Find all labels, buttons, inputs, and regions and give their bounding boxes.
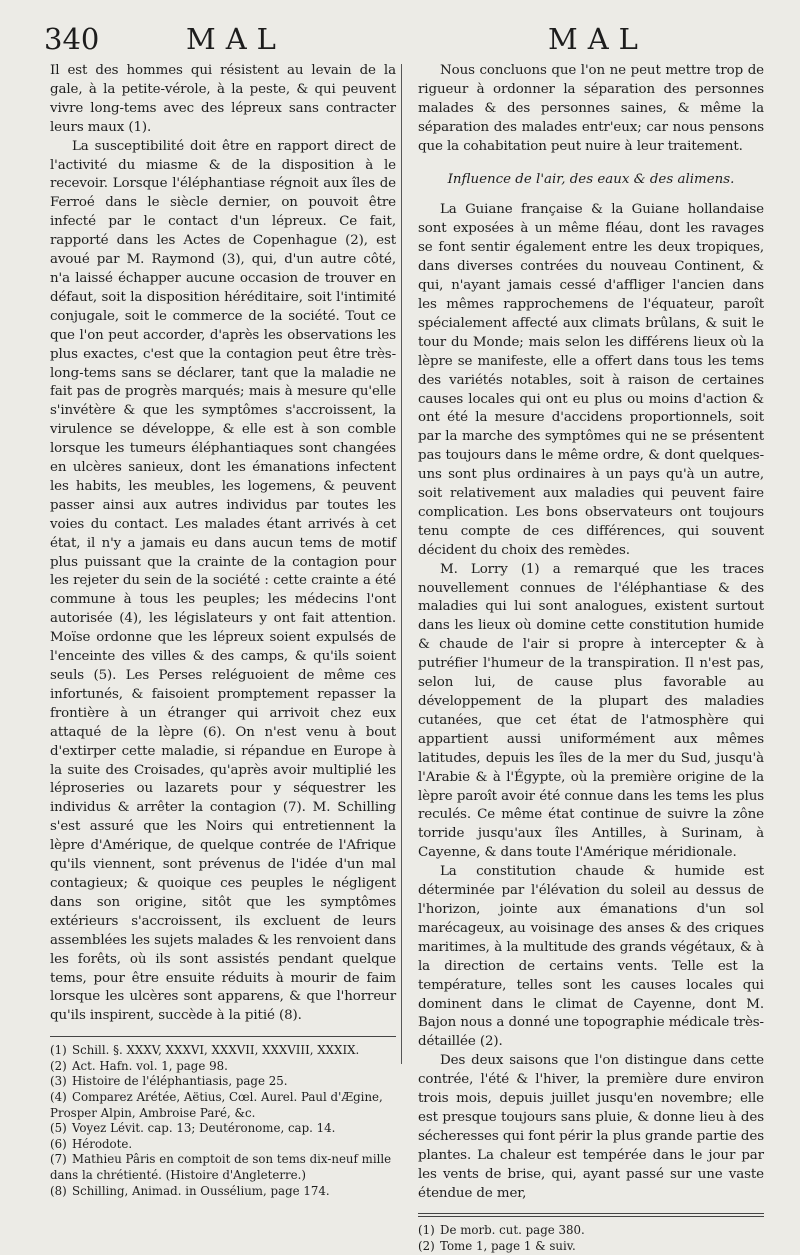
footnote: [50, 1137, 396, 1153]
footnote: [50, 1043, 396, 1059]
footnote: [50, 1152, 396, 1183]
footnote-mark: (1): [418, 1223, 435, 1238]
body-paragraph: Il est des hommes qui résistent au levain de la gale, à la petite-vérole, à la peste, & qui peuvent vivre long-tems avec des lépreux sans contracter leurs maux (1).: [50, 63, 396, 135]
footnote-text: Voyez Lévit. cap. 13; Deutéronome, cap. 14.: [72, 1121, 336, 1136]
footnote-mark: (8): [50, 1183, 67, 1198]
footnote-text: Comparez Arétée, Aëtius, Cœl. Aurel. Paul d'Ægine, Prosper Alpin, Ambroise Paré, &c.: [50, 1090, 383, 1120]
body-paragraph: M. Lorry (1) a remarqué que les traces nouvellement connues de l'éléphantiase & des maladies qui lui sont analogues, existent surtout dans les lieux où domine cette constitution humide & chaude de l'air si propre à intercepter & à putréfier l'humeur de la transpiration. Il n'est pas, selon lui, de cause plus favorable au développement de la plupart des maladies cutanées, que cet état de l'atmosphère qui appartient aussi uniformément aux mêmes latitudes, depuis les îles de la mer du Sud, jusqu'à l'Arabie & à l'Égypte, où la première origine de la lèpre paroît avoir été connue dans les tems les plus reculés. Ce même état continue de suivre la zône torride jusqu'aux îles Antilles, à Surinam, à Cayenne, & dans toute l'Amérique méridionale.: [418, 561, 764, 861]
footnote-mark: (2): [418, 1239, 435, 1254]
body-paragraph: La Guiane française & la Guiane hollandaise sont exposées à un même fléau, dont les ravages se font sentir également entre les deux tropiques, dans diverses contrées du nouveau Continent, & qui, n'ayant jamais cessé d'affliger l'ancien dans les mêmes rapprochemens de l'équateur, paroît spécialement affecté aux climats brûlans, & suit le tour du Monde; mais selon les différens lieux où la lèpre se manifeste, elle a offert dans tous les tems des variétés notables, soit à raison de certaines causes locales qui ont eu plus ou moins d'action & ont été la mesure d'accidens proportionnels, soit par la marche des symptômes qui ne se présentent pas toujours dans le même ordre, & dont quelques-uns sont plus ordinaires à un pays qu'à un autre, soit relativement aux maladies qui peuvent faire complication. Les bons observateurs ont toujours tenu compte de ces différences, qui souvent décident du choix des remèdes.: [418, 202, 764, 558]
footnote-mark: (5): [50, 1121, 67, 1136]
footnote-text: De morb. cut. page 380.: [440, 1223, 585, 1238]
footnote-mark: (3): [50, 1074, 67, 1089]
footnote-text: Act. Hafn. vol. 1, page 98.: [72, 1058, 228, 1073]
footnote-mark: (1): [50, 1043, 67, 1058]
footnote: [418, 1223, 764, 1239]
footnote-mark: (7): [50, 1152, 67, 1167]
body-paragraph: La constitution chaude & humide est déterminée par l'élévation du soleil au dessus de l'horizon, jointe aux émanations d'un sol marécageux, au voisinage des anses & des criques maritimes, à la multitude des grands végétaux, & à la direction de certains vents. Telle est la température, telles sont les causes locales qui dominent dans le climat de Cayenne, dont M. Bajon nous a donné une topographie médicale très-détaillée (2).: [418, 864, 764, 1050]
column-divider: [401, 64, 402, 1064]
footnote-mark: (6): [50, 1136, 67, 1151]
section-title: Influence de l'air, des eaux & des alimens.: [447, 171, 735, 187]
page-number: 340: [44, 22, 100, 56]
running-head-left: MAL: [186, 22, 286, 56]
body-paragraph: La susceptibilité doit être en rapport direct de l'activité du miasme & de la disposition à le recevoir. Lorsque l'éléphantiase régnoit aux îles de Ferroé dans le siècle dernier, on pouvoit être infecté par le contact d'un lépreux. Ce fait, rapporté dans les Actes de Copenhague (2), est avoué par M. Raymond (3), qui, d'un autre côté, n'a laissé échapper aucune occasion de trouver en défaut, soit la disposition héréditaire, soit l'intimité conjugale, soit le commerce de la société. Tout ce que l'on peut accorder, d'après les observations les plus exactes, c'est que la contagion peut être très-long-tems sans se déclarer, tant que la maladie ne fait pas de progrès marqués; mais à mesure qu'elle s'invétère & que les symptômes s'accroissent, la virulence se développe, & elle est à son comble lorsque les tumeurs éléphantiaques sont changées en ulcères sanieux, dont les émanations infectent les habits, les meubles, les logemens, & peuvent passer ainsi aux autres individus par toutes les voies du contact. Les malades étant arrivés à cet état, il n'y a jamais eu dans aucun tems de motif plus puissant que la crainte de la contagion pour les rejeter du sein de la société : cette crainte a été commune à tous les peuples; les médecins l'ont autorisée (4), les législateurs y ont fait attention. Moïse ordonne que les lépreux soient expulsés de l'enceinte des villes & des camps, & qu'ils soient seuls (5). Les Perses reléguoient de même ces infortunés, & faisoient promptement repasser la frontière à un étranger qui arrivoit chez eux attaqué de la lèpre (6). On n'est venu à bout d'extirper cette maladie, si répandue en Europe à la suite des Croisades, qu'après avoir multiplié les léproseries ou lazarets pour y séquestrer les individus & arrêter la contagion (7). M. Schilling s'est assuré que les Noirs qui entretiennent la lèpre d'Amérique, de quelque contrée de l'Afrique qu'ils viennent, sont prévenus de l'idée d'un mal contagieux; & quoique ces peuples le négligent dans son origine, sitôt que les symptômes extérieurs s'accroissent, ils excluent de leurs assemblées les sujets malades & les renvoient dans les forêts, où ils sont assistés pendant quelque tems, pour être ensuite réduits à mourir de faim lorsque les ulcères sont apparens, & que l'horreur qu'ils inspirent, succède à la pitié (8).: [50, 138, 396, 1024]
page-header: [0, 20, 800, 62]
footnote-rule: [418, 1213, 764, 1217]
footnotes: [418, 1223, 764, 1254]
body-paragraph: Nous concluons que l'on ne peut mettre trop de rigueur à ordonner la séparation des personnes malades & des personnes saines, & même la séparation des malades entr'eux; car nous pensons que la cohabitation peut nuire à leur traitement.: [418, 63, 764, 154]
body-paragraph: Des deux saisons que l'on distingue dans cette contrée, l'été & l'hiver, la première dure environ trois mois, depuis juillet jusqu'en novembre; elle est presque toujours sans pluie, & donne lieu à des sécheresses qui font périr la plus grande partie des plantes. La chaleur est tempérée dans le jour par les vents de brise, qui, ayant passé sur une vaste étendue de mer,: [418, 1053, 764, 1201]
footnote-text: Schill. §. XXXV, XXXVI, XXXVII, XXXVIII, XXXIX.: [72, 1043, 360, 1058]
left-column: [50, 62, 396, 1199]
right-column: [418, 62, 764, 1255]
footnote: [50, 1121, 396, 1137]
footnote: [50, 1184, 396, 1200]
footnote-text: Hérodote.: [72, 1136, 133, 1151]
footnote: [50, 1090, 396, 1121]
footnotes: [50, 1043, 396, 1199]
footnote: [50, 1059, 396, 1075]
footnote-rule: [50, 1036, 396, 1037]
footnote: [418, 1239, 764, 1255]
footnote-mark: (4): [50, 1090, 67, 1104]
footnote-text: Mathieu Pâris en comptoit de son tems dix-neuf mille dans la chrétienté. (Histoire d'Angleterre.): [50, 1152, 392, 1182]
footnote-text: Histoire de l'éléphantiasis, page 25.: [72, 1074, 288, 1089]
footnote-mark: (2): [50, 1058, 67, 1073]
footnote: [50, 1074, 396, 1090]
running-head-right: MAL: [548, 22, 648, 56]
footnote-text: Tome 1, page 1 & suiv.: [440, 1239, 576, 1254]
footnote-text: Schilling, Animad. in Oussélium, page 174.: [72, 1183, 330, 1198]
